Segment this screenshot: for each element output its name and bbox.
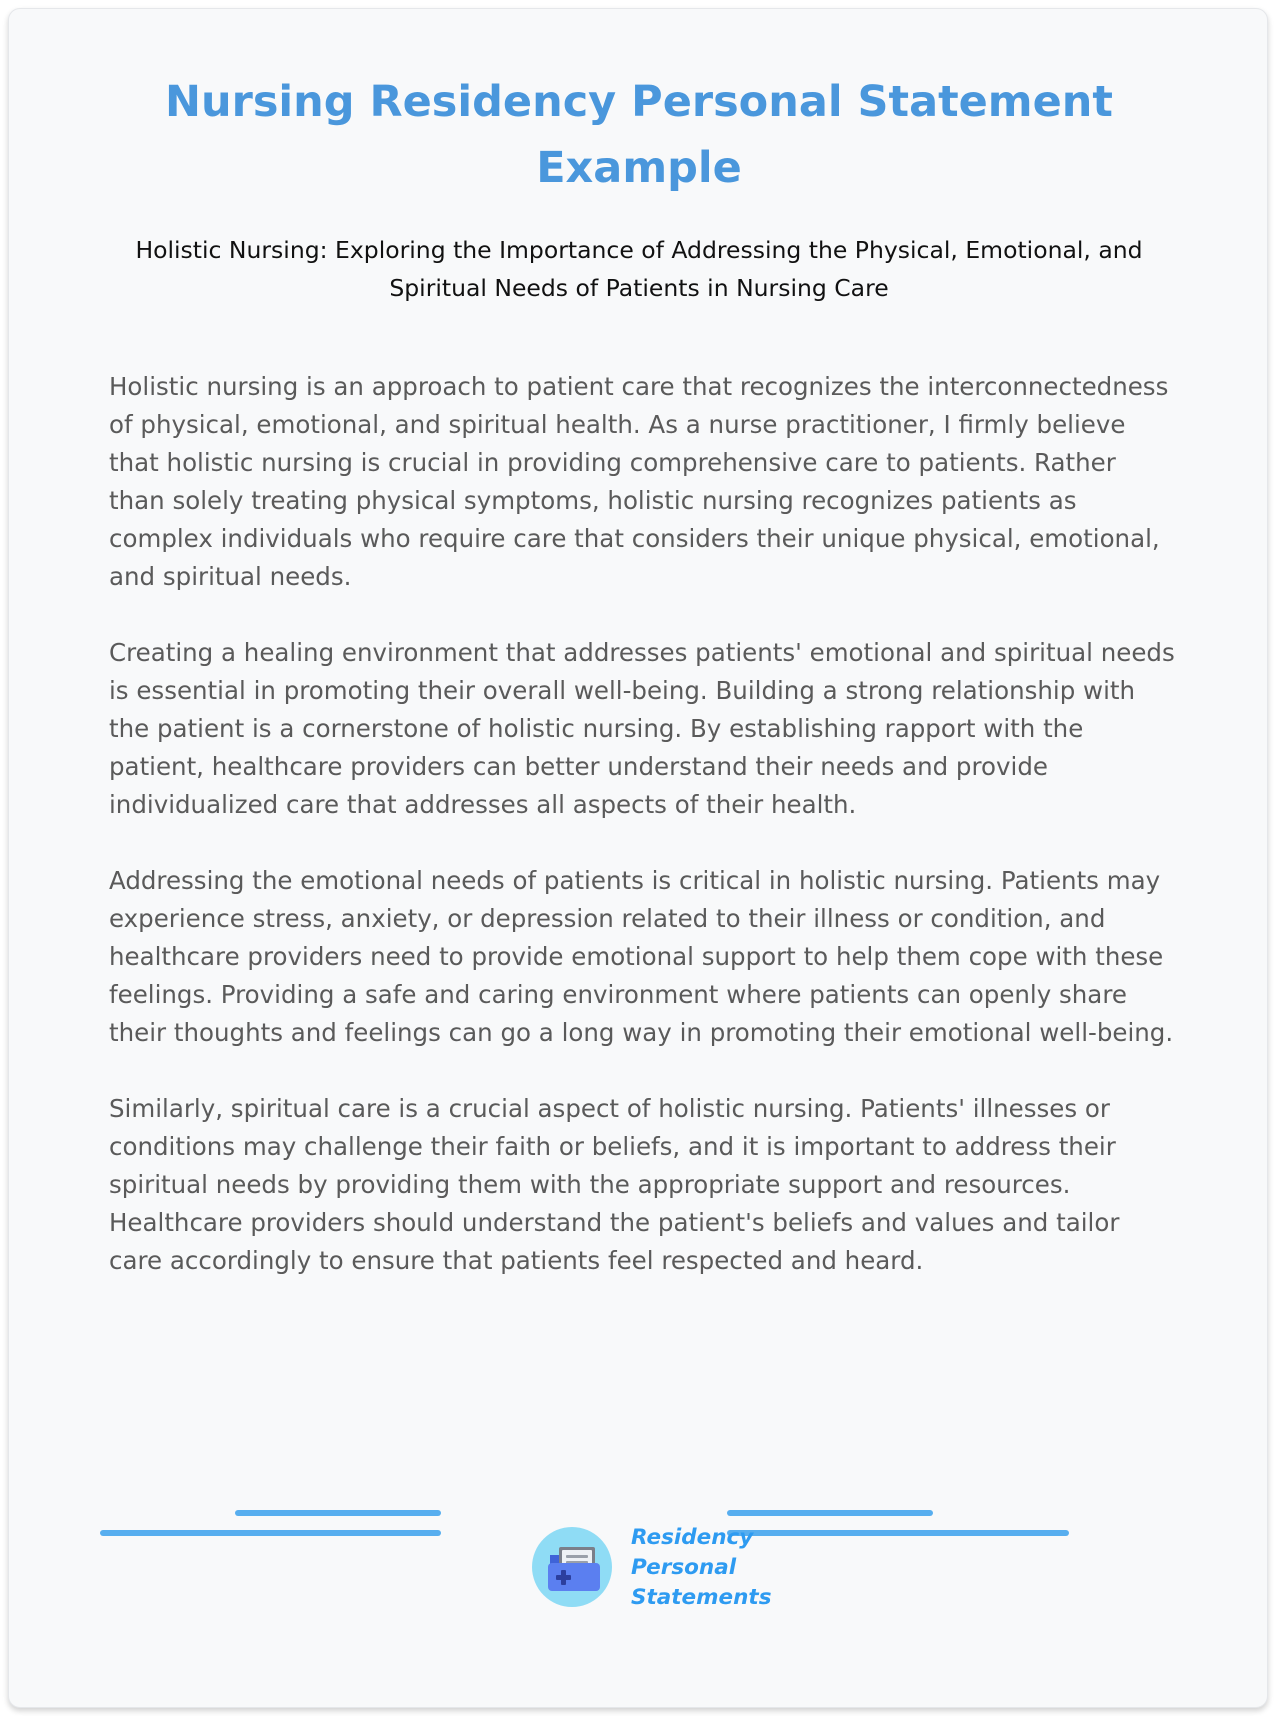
logo-word: Personal [631, 1555, 737, 1580]
page-subtitle: Holistic Nursing: Exploring the Importance of Addressing the Physical, Emotional, and Spiritual Needs of Patients in Nursing Care [135, 236, 1143, 302]
decorative-line-left-long [100, 1530, 441, 1536]
decorative-line-right-long [727, 1530, 1069, 1536]
paragraph: Holistic nursing is an approach to patient care that recognizes the interconnectedness of physical, emotional, and spiritual health. As a nurse practitioner, I firmly believe that holistic nursing is crucial in providing comprehensive care to patients. Rather than solely treating physical symptoms, holistic nursing recognizes patients as complex individuals who require care that considers their unique physical, emotional, and spiritual needs. [109, 372, 1169, 591]
page-title: Nursing Residency Personal Statement Example [165, 77, 1113, 193]
logo-word: Statements [631, 1585, 772, 1610]
logo-wordmark [631, 1523, 771, 1613]
paragraph: Creating a healing environment that addresses patients' emotional and spiritual needs is essential in promoting their overall well-being. Building a strong relationship with the patient is a cornerstone of holistic nursing. By establishing rapport with the patient, healthcare providers can better understand their needs and provide individualized care that addresses all aspects of their health. [109, 638, 1175, 819]
document-page [8, 8, 1268, 1708]
logo-word: Residency [631, 1525, 754, 1550]
decorative-line-right-short [727, 1510, 933, 1516]
folder-medical-icon [532, 1527, 612, 1607]
logo [532, 1527, 612, 1607]
decorative-line-left-short [235, 1510, 441, 1516]
paragraph: Addressing the emotional needs of patients is critical in holistic nursing. Patients may experience stress, anxiety, or depression related to their illness or condition, and healthcare providers need to provide emotional support to help them cope with these feelings. Providing a safe and caring environment where patients can openly share their thoughts and feelings can go a long way in promoting their emotional well-being. [109, 866, 1174, 1047]
paragraph: Similarly, spiritual care is a crucial aspect of holistic nursing. Patients' illnesses or conditions may challenge their faith or beliefs, and it is important to address their spiritual needs by providing them with the appropriate support and resources. Healthcare providers should understand the patient's beliefs and values and tailor care accordingly to ensure that patients feel respected and heard. [109, 1094, 1120, 1275]
statement-body [109, 368, 1179, 1318]
